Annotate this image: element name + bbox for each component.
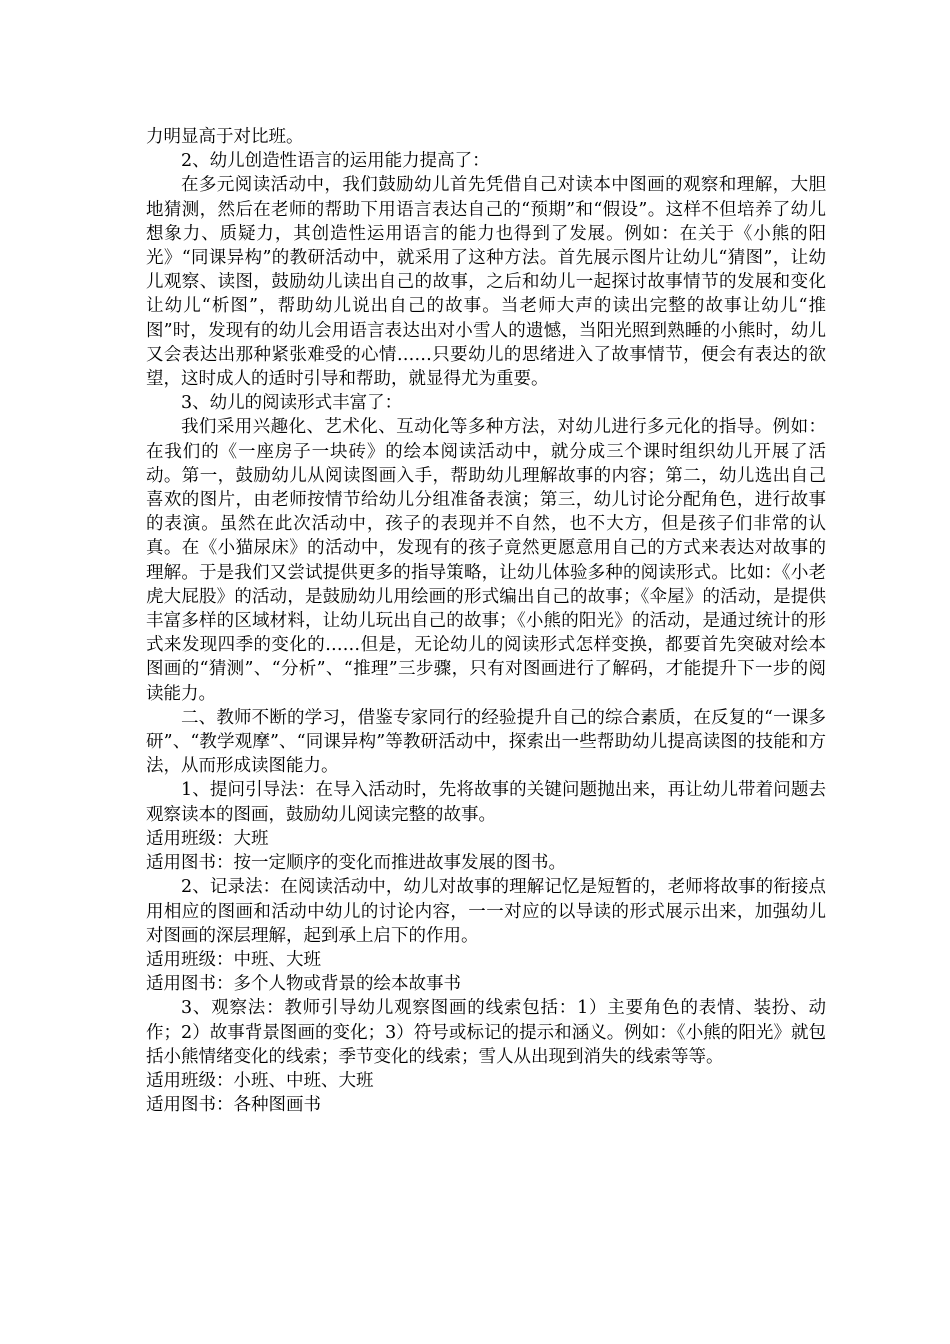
applicable-books: 适用图书：按一定顺序的变化而推进故事发展的图书。: [146, 853, 566, 874]
section-heading: 2、幼儿创造性语言的运用能力提高了：: [181, 151, 490, 172]
applicable-books: 适用图书：各种图画书: [146, 1095, 321, 1116]
paragraph: 3、观察法：教师引导幼儿观察图画的线索包括：1）主要角色的表情、装扮、动作；2）故事背景图画的变化；3）符号或标记的提示和涵义。例如：《小熊的阳光》就包括小熊情绪变化的线索；季节变化的线索；雪人从出现到消失的线索等等。: [146, 998, 826, 1067]
section-heading: 3、幼儿的阅读形式丰富了：: [181, 393, 403, 414]
applicable-books: 适用图书：多个人物或背景的绘本故事书: [146, 974, 461, 995]
paragraph: 1、提问引导法：在导入活动时，先将故事的关键问题抛出来，再让幼儿带着问题去观察读本的图画，鼓励幼儿阅读完整的故事。: [146, 780, 826, 825]
paragraph: 在多元阅读活动中，我们鼓励幼儿首先凭借自己对读本中图画的观察和理解，大胆地猜测，然后在老师的帮助下用语言表达自己的“预期”和“假设”。这样不但培养了幼儿想象力、质疑力，其创造性运用语言的能力也得到了发展。例如：在关于《小熊的阳光》“同课异构”的教研活动中，就采用了这种方法。首先展示图片让幼儿“猜图”，让幼儿观察、读图，鼓励幼儿读出自己的故事，之后和幼儿一起探讨故事情节的发展和变化让幼儿“析图”，帮助幼儿说出自己的故事。当老师大声的读出完整的故事让幼儿“推图”时，发现有的幼儿会用语言表达出对小雪人的遗憾，当阳光照到熟睡的小熊时，幼儿又会表达出那种紧张难受的心情……只要幼儿的思绪进入了故事情节，便会有表达的欲望，这时成人的适时引导和帮助，就显得尤为重要。: [146, 175, 826, 390]
applicable-class: 适用班级：小班、中班、大班: [146, 1070, 374, 1091]
paragraph: 力明显高于对比班。: [146, 127, 304, 147]
paragraph: 二、教师不断的学习，借鉴专家同行的经验提升自己的综合素质，在反复的“一课多研”、“教学观摩”、“同课异构”等教研活动中，探索出一些帮助幼儿提高读图的技能和方法，从而形成读图能力。: [146, 707, 826, 777]
paragraph: 2、记录法：在阅读活动中，幼儿对故事的理解记忆是短暂的，老师将故事的衔接点用相应的图画和活动中幼儿的讨论内容，一一对应的以导读的形式展示出来，加强幼儿对图画的深层理解，起到承上启下的作用。: [146, 877, 826, 946]
applicable-class: 适用班级：大班: [146, 828, 269, 849]
paragraph: 我们采用兴趣化、艺术化、互动化等多种方法，对幼儿进行多元化的指导。例如：在我们的《一座房子一块砖》的绘本阅读活动中，就分成三个课时组织幼儿开展了活动。第一，鼓励幼儿从阅读图画入手，帮助幼儿理解故事的内容；第二，幼儿选出自己喜欢的图片，由老师按情节给幼儿分组准备表演；第三，幼儿讨论分配角色，进行故事的表演。虽然在此次活动中，孩子的表现并不自然，也不大方，但是孩子们非常的认真。在《小猫尿床》的活动中，发现有的孩子竟然更愿意用自己的方式来表达对故事的理解。于是我们又尝试提供更多的指导策略，让幼儿体验多种的阅读形式。比如：《小老虎大屁股》的活动，是鼓励幼儿用绘画的形式编出自己的故事；《伞屋》的活动，是提供丰富多样的区域材料，让幼儿玩出自己的故事；《小熊的阳光》的活动，是通过统计的形式来发现四季的变化的……但是，无论幼儿的阅读形式怎样变换，都要首先突破对绘本图画的“猜测”、“分析”、“推理”三步骤，只有对图画进行了解码，才能提升下一步的阅读能力。: [146, 417, 826, 704]
document-page: [146, 125, 826, 1117]
applicable-class: 适用班级：中班、大班: [146, 949, 321, 970]
